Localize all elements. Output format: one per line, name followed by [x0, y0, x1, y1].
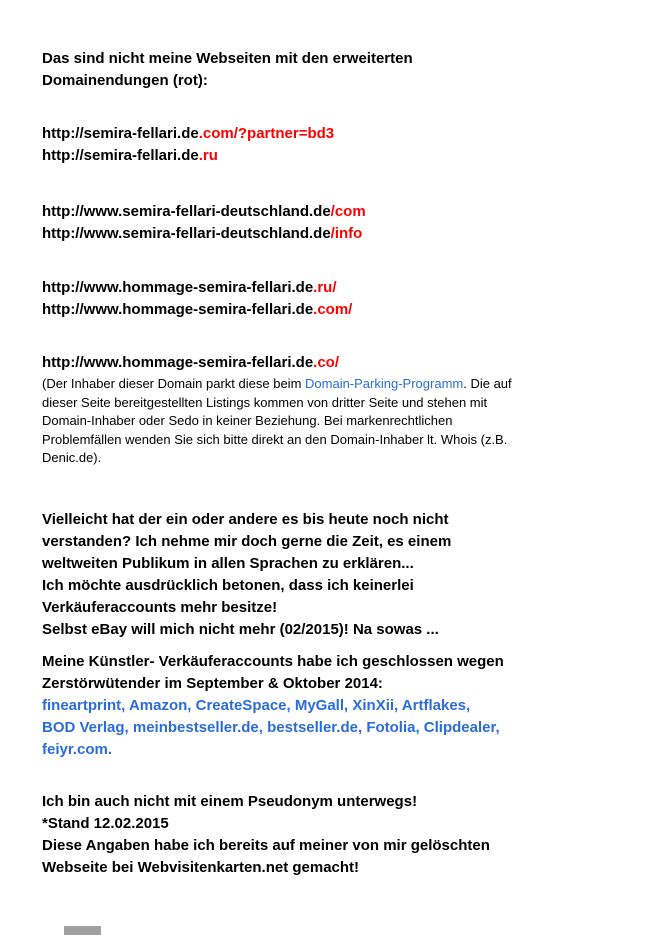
- note-text: (Der Inhaber dieser Domain parkt diese beim: [42, 376, 306, 391]
- account-links-line[interactable]: feiyr.com.: [42, 740, 113, 758]
- page-heading: [42, 48, 623, 92]
- url-base: http://semira-fellari.de: [42, 147, 199, 164]
- footer-paragraph: [42, 791, 623, 879]
- url-extension: /info: [330, 225, 363, 242]
- url-group-hommage-semira-fellari: [42, 277, 623, 321]
- url-extension: .com/: [313, 301, 353, 318]
- accounts-line: Meine Künstler- Verkäuferaccounts habe ich geschlossen wegen: [42, 652, 504, 670]
- url-base: http://www.semira-fellari-deutschland.de: [42, 225, 331, 242]
- statement-paragraph: [42, 509, 623, 641]
- domain-parking-note: [42, 375, 623, 468]
- footer-line: *Stand 12.02.2015: [42, 814, 169, 832]
- note-line: Domain-Inhaber oder Sedo in keiner Beziehung. Bei markenrechtlichen: [42, 413, 453, 428]
- footer-line: Diese Angaben habe ich bereits auf meiner von mir gelöschten: [42, 836, 490, 854]
- url-line: [42, 223, 623, 245]
- statement-line: verstanden? Ich nehme mir doch gerne die Zeit, es einem: [42, 532, 452, 550]
- url-group-hommage-co: [42, 352, 623, 374]
- url-extension: .co/: [313, 354, 340, 371]
- url-base: http://www.semira-fellari-deutschland.de: [42, 203, 331, 220]
- footer-line: Webseite bei Webvisitenkarten.net gemacht!: [42, 858, 360, 876]
- statement-line: weltweiten Publikum in allen Sprachen zu erklären...: [42, 554, 414, 572]
- domain-parking-link[interactable]: Domain-Parking-Programm: [305, 376, 464, 391]
- note-line: dieser Seite bereitgestellten Listings kommen von dritter Seite und stehen mit: [42, 394, 488, 410]
- statement-line: Selbst eBay will mich nicht mehr (02/2015)! Na sowas ...: [42, 620, 439, 638]
- url-extension: .ru: [198, 147, 218, 164]
- statement-line: Vielleicht hat der ein oder andere es bis heute noch nicht: [42, 510, 449, 528]
- scrollbar-fragment: [64, 926, 101, 935]
- accounts-line: Zerstörwütender im September & Oktober 2014:: [42, 674, 383, 692]
- url-line: [42, 299, 623, 321]
- note-text: . Die auf: [463, 376, 512, 391]
- account-links-line[interactable]: fineartprint, Amazon, CreateSpace, MyGall, XinXii, Artflakes,: [42, 696, 471, 714]
- closed-accounts-paragraph: [42, 651, 623, 761]
- url-extension: /com: [330, 203, 366, 220]
- heading-line: Domainendungen (rot):: [42, 72, 208, 89]
- url-extension: .com/?partner=bd3: [198, 125, 335, 142]
- statement-line: Ich möchte ausdrücklich betonen, dass ich keinerlei: [42, 576, 414, 594]
- note-line: Denic.de).: [42, 450, 102, 465]
- url-group-semira-fellari: [42, 123, 623, 167]
- url-line: [42, 145, 623, 167]
- url-base: http://www.hommage-semira-fellari.de: [42, 354, 314, 371]
- url-line: [42, 201, 623, 223]
- url-line: [42, 352, 623, 374]
- heading-line: Das sind nicht meine Webseiten mit den erweiterten: [42, 50, 413, 67]
- statement-line: Verkäuferaccounts mehr besitze!: [42, 598, 278, 616]
- footer-line: Ich bin auch nicht mit einem Pseudonym unterwegs!: [42, 792, 418, 810]
- url-group-semira-fellari-deutschland: [42, 201, 623, 245]
- account-links-line[interactable]: BOD Verlag, meinbestseller.de, bestseller.de, Fotolia, Clipdealer,: [42, 718, 500, 736]
- url-base: http://semira-fellari.de: [42, 125, 199, 142]
- url-extension: .ru/: [313, 279, 337, 296]
- url-base: http://www.hommage-semira-fellari.de: [42, 279, 314, 296]
- note-line: Problemfällen wenden Sie sich bitte direkt an den Domain-Inhaber lt. Whois (z.B.: [42, 431, 508, 447]
- url-line: [42, 123, 623, 145]
- url-base: http://www.hommage-semira-fellari.de: [42, 301, 314, 318]
- note-line: [42, 375, 623, 394]
- url-line: [42, 277, 623, 299]
